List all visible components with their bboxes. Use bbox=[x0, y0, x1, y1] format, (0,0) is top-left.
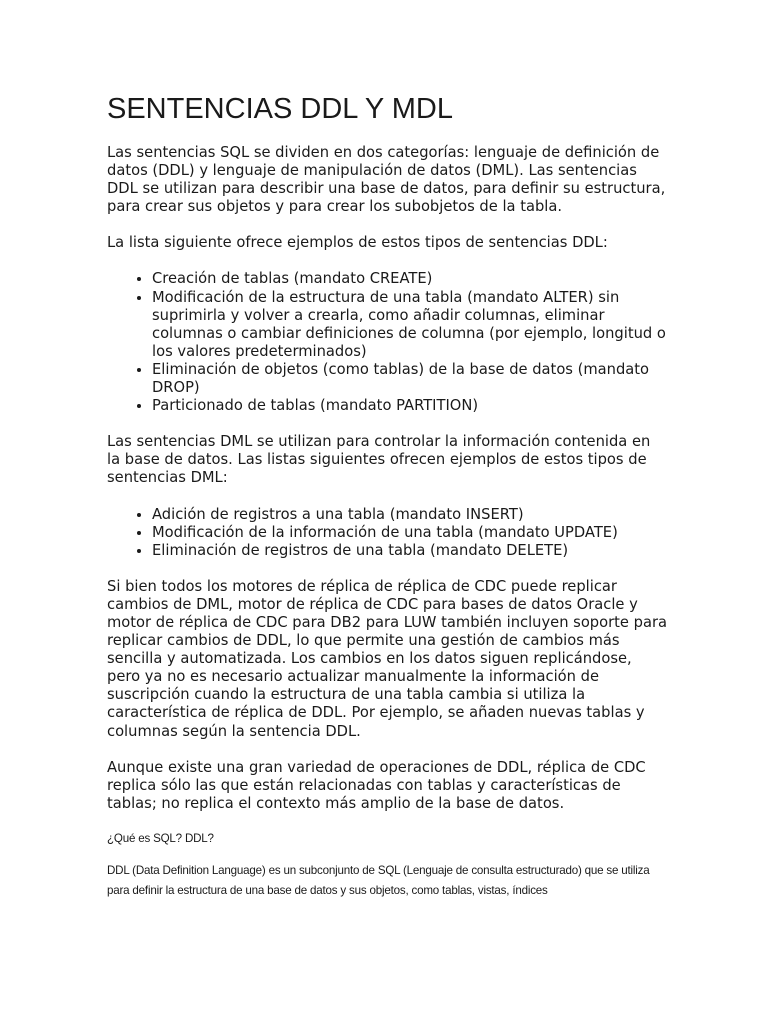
page-title: SENTENCIAS DDL Y MDL bbox=[107, 93, 453, 125]
question-heading: ¿Qué es SQL? DDL? bbox=[107, 831, 214, 845]
variety-paragraph: Aunque existe una gran variedad de operaciones de DDL, réplica de CDC replica sólo las que están relacionadas con tablas y características de tablas; no replica el contexto más amplio de la base de datos. bbox=[107, 758, 646, 812]
intro-paragraph: Las sentencias SQL se dividen en dos categorías: lenguaje de definición de datos (DDL) y lenguaje de manipulación de datos (DML). Las sentencias DDL se utilizan para describir una base de datos, para definir su estructura, para crear sus objetos y para crear los subobjetos de la tabla. bbox=[107, 144, 666, 216]
list-item: • Eliminación de objetos (como tablas) de la base de datos (mandato DROP) bbox=[152, 361, 667, 397]
ddl-list-intro: La lista siguiente ofrece ejemplos de estos tipos de sentencias DDL: bbox=[107, 234, 608, 252]
cdc-paragraph: Si bien todos los motores de réplica de réplica de CDC puede replicar cambios de DML, motor de réplica de CDC para bases de datos Oracle y motor de réplica de CDC para DB2 para LUW también incluyen soporte para replicar cambios de DDL, lo que permite una gestión de cambios más sencilla y automatizada. Los cambios en los datos siguen replicándose, pero ya no es necesario actualizar manualmente la información de suscripción cuando la estructura de una tabla cambia si utiliza la característica de réplica de DDL. Por ejemplo, se añaden nuevas tablas y columnas según la sentencia DDL. bbox=[107, 577, 667, 740]
document-page bbox=[107, 92, 667, 901]
list-item: • Particionado de tablas (mandato PARTITION) bbox=[152, 397, 667, 415]
list-item: • Eliminación de registros de una tabla (mandato DELETE) bbox=[152, 542, 667, 560]
list-item: • Modificación de la información de una tabla (mandato UPDATE) bbox=[152, 524, 667, 542]
dml-examples-list bbox=[107, 506, 667, 560]
ddl-examples-list bbox=[107, 270, 667, 415]
ddl-definition: DDL (Data Definition Language) es un subconjunto de SQL (Lenguaje de consulta estructurado) que se utiliza para definir la estructura de una base de datos y sus objetos, como tablas, vistas, índices bbox=[107, 863, 650, 897]
dml-paragraph: Las sentencias DML se utilizan para controlar la información contenida en la base de datos. Las listas siguientes ofrecen ejemplos de estos tipos de sentencias DML: bbox=[107, 433, 651, 487]
list-item: • Modificación de la estructura de una tabla (mandato ALTER) sin suprimirla y volver a crearla, como añadir columnas, eliminar columnas o cambiar definiciones de columna (por ejemplo, longitud o los valores predeterminados) bbox=[152, 289, 667, 361]
list-item: • Adición de registros a una tabla (mandato INSERT) bbox=[152, 506, 667, 524]
list-item: • Creación de tablas (mandato CREATE) bbox=[152, 270, 667, 288]
